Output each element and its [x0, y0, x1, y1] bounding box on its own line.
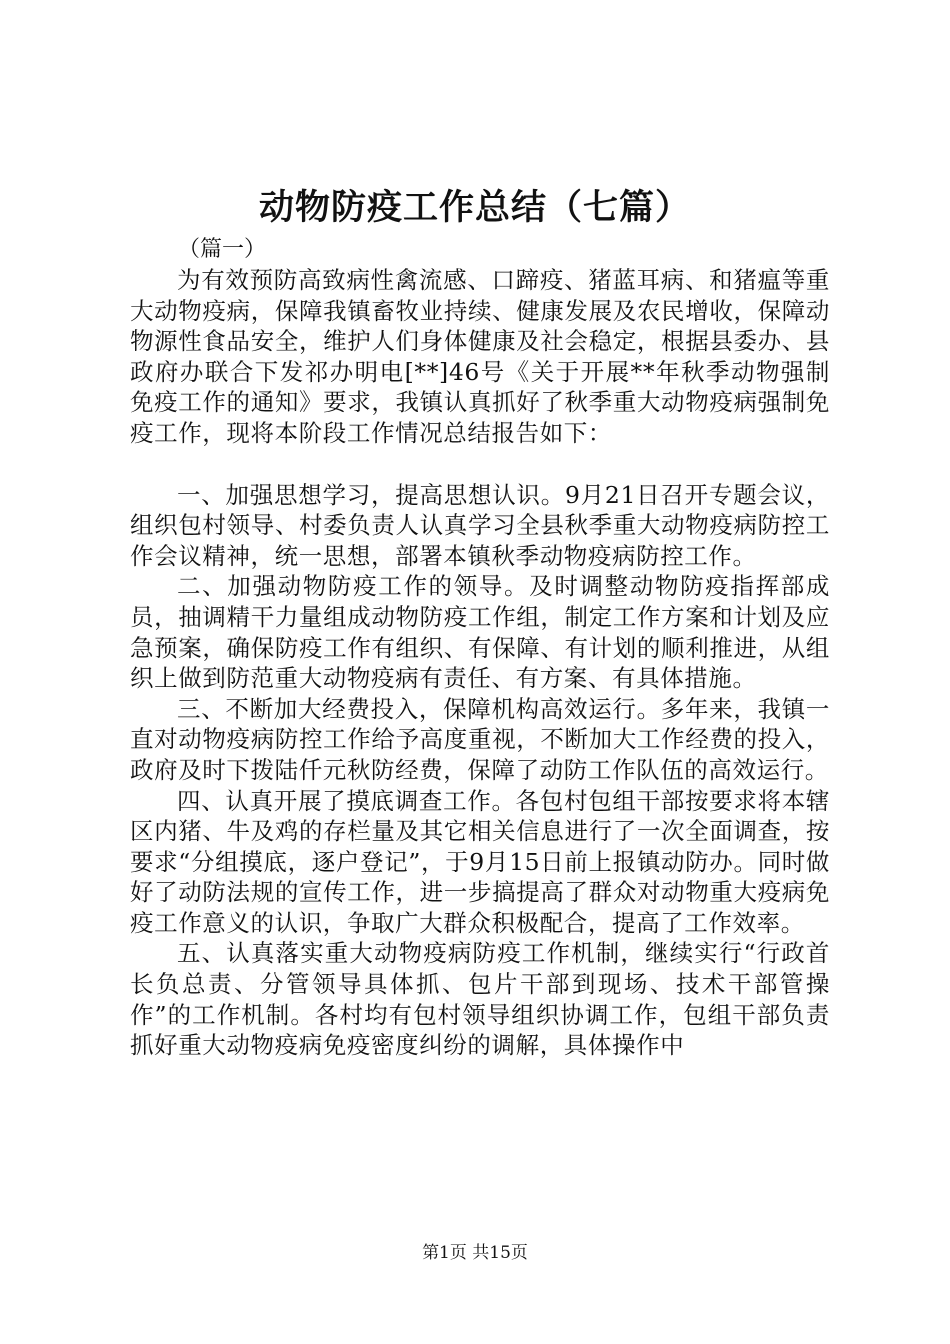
paragraph-5: 五、认真落实重大动物疫病防疫工作机制，继续实行“行政首长负总责、分管领导具体抓、包片干部到现场、技术干部管操作”的工作机制。各村均有包村领导组织协调工作，包组干部负责抓好重大动物疫病免疫密度纠纷的调解，具体操作中: [130, 939, 830, 1060]
document-body: [130, 235, 830, 1061]
document-title: 动物防疫工作总结（七篇）: [258, 187, 691, 228]
paragraph-intro: 为有效预防高致病性禽流感、口蹄疫、猪蓝耳病、和猪瘟等重大动物疫病，保障我镇畜牧业持续、健康发展及农民增收，保障动物源性食品安全，维护人们身体健康及社会稳定，根据县委办、县政府办联合下发祁办明电[**]46号《关于开展**年秋季动物强制免疫工作的通知》要求，我镇认真抓好了秋季重大动物疫病强制免疫工作，现将本阶段工作情况总结报告如下：: [130, 266, 830, 447]
paragraph-3: 三、不断加大经费投入，保障机构高效运行。多年来，我镇一直对动物疫病防控工作给予高度重视，不断加大工作经费的投入，政府及时下拨陆仟元秋防经费，保障了动防工作队伍的高效运行。: [130, 694, 830, 784]
paragraph-1: 一、加强思想学习，提高思想认识。9月21日召开专题会议，组织包村领导、村委负责人认真学习全县秋季重大动物疫病防控工作会议精神，统一思想，部署本镇秋季动物疫病防控工作。: [130, 480, 830, 570]
section-label: （篇一）: [178, 237, 267, 262]
page-footer: [0, 1241, 950, 1265]
paragraph-4: 四、认真开展了摸底调查工作。各包村包组干部按要求将本辖区内猪、牛及鸡的存栏量及其它相关信息进行了一次全面调查，按要求“分组摸底，逐户登记”，于9月15日前上报镇动防办。同时做好了动防法规的宣传工作，进一步搞提高了群众对动物重大疫病免疫工作意义的认识，争取广大群众积极配合，提高了工作效率。: [130, 786, 830, 937]
paragraph-2: 二、加强动物防疫工作的领导。及时调整动物防疫指挥部成员，抽调精干力量组成动物防疫工作组，制定工作方案和计划及应急预案，确保防疫工作有组织、有保障、有计划的顺利推进，从组织上做到防范重大动物疫病有责任、有方案、有具体措施。: [130, 572, 830, 693]
page-number: 第1页 共15页: [422, 1243, 528, 1263]
